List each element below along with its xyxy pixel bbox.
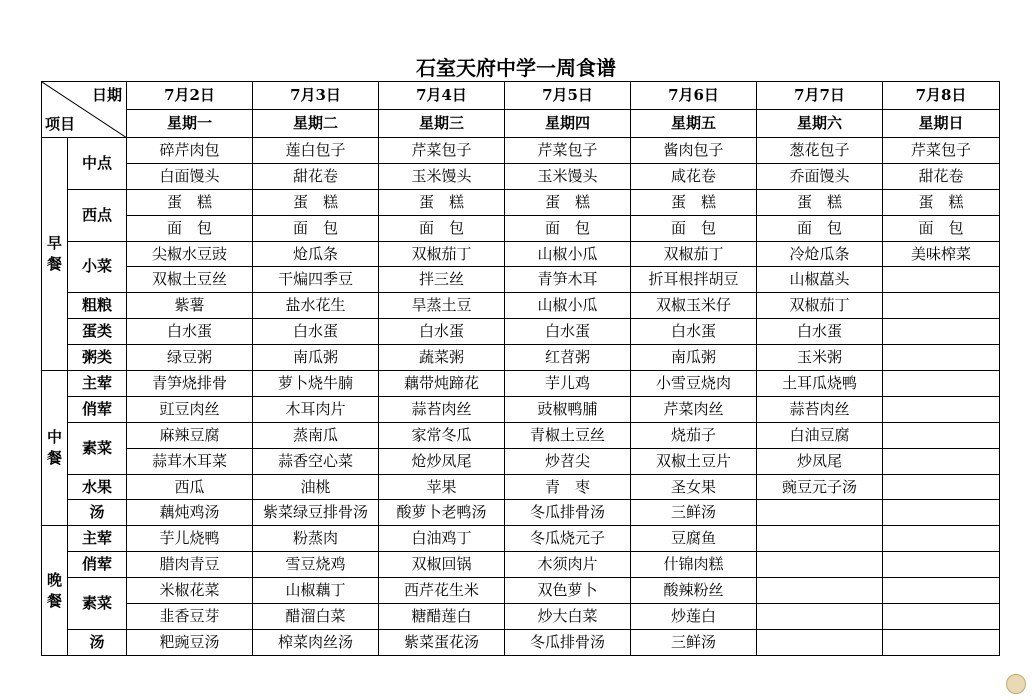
weekday-cell: 星期三 <box>379 110 505 138</box>
category-label: 蛋类 <box>68 319 127 345</box>
menu-row <box>42 241 1000 267</box>
dish-cell: 芋儿鸡 <box>505 371 631 397</box>
dish-cell <box>757 604 883 630</box>
dish-cell: 旱蒸土豆 <box>379 293 505 319</box>
dish-cell: 萝卜烧牛腩 <box>253 371 379 397</box>
dish-cell: 碎芹肉包 <box>127 138 253 164</box>
dish-cell: 苹果 <box>379 474 505 500</box>
dish-cell: 莲白包子 <box>253 138 379 164</box>
dish-cell <box>883 526 1000 552</box>
dish-cell: 腊肉青豆 <box>127 552 253 578</box>
menu-row <box>42 267 1000 293</box>
dish-cell: 雪豆烧鸡 <box>253 552 379 578</box>
menu-row <box>42 500 1000 526</box>
dish-cell: 炒大白菜 <box>505 604 631 630</box>
dish-cell: 蒜香空心菜 <box>253 448 379 474</box>
dish-cell: 山椒小瓜 <box>505 241 631 267</box>
dish-cell: 紫薯 <box>127 293 253 319</box>
dish-cell: 红苕粥 <box>505 345 631 371</box>
dish-cell: 蛋 糕 <box>883 189 1000 215</box>
date-cell: 7月5日 <box>505 82 631 110</box>
dish-cell: 粑豌豆汤 <box>127 629 253 655</box>
dish-cell: 蒸南瓜 <box>253 422 379 448</box>
dish-cell: 西芹花生米 <box>379 578 505 604</box>
dish-cell <box>757 500 883 526</box>
dish-cell: 面 包 <box>883 215 1000 241</box>
dish-cell: 豇豆肉丝 <box>127 396 253 422</box>
date-label: 日期 <box>91 86 122 104</box>
dish-cell: 什锦肉糕 <box>631 552 757 578</box>
dish-cell: 面 包 <box>631 215 757 241</box>
menu-table <box>41 81 1000 656</box>
dish-cell: 韭香豆芽 <box>127 604 253 630</box>
dish-cell: 酱肉包子 <box>631 138 757 164</box>
dish-cell: 烧茄子 <box>631 422 757 448</box>
meal-label: 早餐 <box>42 138 68 371</box>
dish-cell: 尖椒水豆豉 <box>127 241 253 267</box>
menu-row <box>42 163 1000 189</box>
dish-cell <box>757 629 883 655</box>
dish-cell: 木耳肉片 <box>253 396 379 422</box>
dish-cell: 蛋 糕 <box>379 189 505 215</box>
dish-cell <box>883 500 1000 526</box>
dish-cell <box>883 293 1000 319</box>
date-cell: 7月8日 <box>883 82 1000 110</box>
dish-cell <box>883 267 1000 293</box>
weekday-cell: 星期一 <box>127 110 253 138</box>
dish-cell: 双椒回锅 <box>379 552 505 578</box>
dish-cell <box>883 396 1000 422</box>
dish-cell: 干煸四季豆 <box>253 267 379 293</box>
dish-cell: 玉米粥 <box>757 345 883 371</box>
menu-row <box>42 474 1000 500</box>
dish-cell: 青笋木耳 <box>505 267 631 293</box>
dish-cell: 山椒藕丁 <box>253 578 379 604</box>
dish-cell: 双椒茄丁 <box>631 241 757 267</box>
dish-cell <box>883 371 1000 397</box>
dish-cell: 糖醋莲白 <box>379 604 505 630</box>
dish-cell: 蒜苔肉丝 <box>379 396 505 422</box>
dish-cell: 藕带炖蹄花 <box>379 371 505 397</box>
date-cell: 7月2日 <box>127 82 253 110</box>
dish-cell <box>883 578 1000 604</box>
weekday-cell: 星期日 <box>883 110 1000 138</box>
page-title: 石室天府中学一周食谱 <box>416 56 616 80</box>
dish-cell: 三鲜汤 <box>631 629 757 655</box>
dish-cell: 土耳瓜烧鸭 <box>757 371 883 397</box>
dish-cell: 西瓜 <box>127 474 253 500</box>
dish-cell: 青笋烧排骨 <box>127 371 253 397</box>
menu-row <box>42 552 1000 578</box>
dish-cell: 冬瓜排骨汤 <box>505 629 631 655</box>
dish-cell: 咸花卷 <box>631 163 757 189</box>
item-label: 项目 <box>45 115 76 133</box>
dish-cell: 葱花包子 <box>757 138 883 164</box>
dish-cell: 冬瓜排骨汤 <box>505 500 631 526</box>
dish-cell: 米椒花菜 <box>127 578 253 604</box>
dish-cell: 家常冬瓜 <box>379 422 505 448</box>
menu-row <box>42 189 1000 215</box>
dish-cell: 折耳根拌胡豆 <box>631 267 757 293</box>
dish-cell: 白油鸡丁 <box>379 526 505 552</box>
weekday-row <box>42 110 1000 138</box>
category-label: 水果 <box>68 474 127 500</box>
date-cell: 7月6日 <box>631 82 757 110</box>
dish-cell: 白面馒头 <box>127 163 253 189</box>
dish-cell: 面 包 <box>127 215 253 241</box>
dish-cell: 双椒茄丁 <box>757 293 883 319</box>
dish-cell: 南瓜粥 <box>631 345 757 371</box>
dish-cell <box>883 319 1000 345</box>
dish-cell: 白水蛋 <box>757 319 883 345</box>
dish-cell: 白水蛋 <box>379 319 505 345</box>
dish-cell: 豌豆元子汤 <box>757 474 883 500</box>
watermark-seal-icon <box>1006 674 1026 694</box>
menu-row <box>42 448 1000 474</box>
menu-row <box>42 396 1000 422</box>
dish-cell: 炒苕尖 <box>505 448 631 474</box>
dish-cell: 豆腐鱼 <box>631 526 757 552</box>
dish-cell: 芹菜包子 <box>883 138 1000 164</box>
dish-cell: 芹菜包子 <box>379 138 505 164</box>
date-cell: 7月4日 <box>379 82 505 110</box>
meal-label: 中餐 <box>42 371 68 526</box>
category-label: 主荤 <box>68 371 127 397</box>
dish-cell: 醋溜白菜 <box>253 604 379 630</box>
menu-row <box>42 422 1000 448</box>
dish-cell: 酸萝卜老鸭汤 <box>379 500 505 526</box>
dish-cell: 芋儿烧鸭 <box>127 526 253 552</box>
dish-cell: 酸辣粉丝 <box>631 578 757 604</box>
dish-cell <box>883 552 1000 578</box>
dish-cell: 麻辣豆腐 <box>127 422 253 448</box>
dish-cell <box>883 629 1000 655</box>
dish-cell: 冬瓜烧元子 <box>505 526 631 552</box>
dish-cell: 炝炒凤尾 <box>379 448 505 474</box>
dish-cell: 蛋 糕 <box>127 189 253 215</box>
dish-cell: 盐水花生 <box>253 293 379 319</box>
date-cell: 7月7日 <box>757 82 883 110</box>
dish-cell: 双色萝卜 <box>505 578 631 604</box>
dish-cell <box>757 526 883 552</box>
weekday-cell: 星期六 <box>757 110 883 138</box>
dish-cell: 乔面馒头 <box>757 163 883 189</box>
category-label: 俏荤 <box>68 396 127 422</box>
dish-cell: 绿豆粥 <box>127 345 253 371</box>
dish-cell: 紫菜绿豆排骨汤 <box>253 500 379 526</box>
category-label: 粥类 <box>68 345 127 371</box>
dish-cell: 拌三丝 <box>379 267 505 293</box>
category-label: 中点 <box>68 138 127 190</box>
dish-cell: 炒莲白 <box>631 604 757 630</box>
dish-cell: 青椒土豆丝 <box>505 422 631 448</box>
dish-cell: 玉米馒头 <box>379 163 505 189</box>
meal-label: 晚餐 <box>42 526 68 655</box>
menu-row <box>42 319 1000 345</box>
category-label: 粗粮 <box>68 293 127 319</box>
dish-cell: 甜花卷 <box>883 163 1000 189</box>
dish-cell: 豉椒鸭脯 <box>505 396 631 422</box>
dish-cell: 双椒土豆丝 <box>127 267 253 293</box>
menu-row <box>42 629 1000 655</box>
dish-cell: 白水蛋 <box>253 319 379 345</box>
dish-cell: 双椒土豆片 <box>631 448 757 474</box>
menu-row <box>42 578 1000 604</box>
dish-cell: 圣女果 <box>631 474 757 500</box>
category-label: 西点 <box>68 189 127 241</box>
category-label: 小菜 <box>68 241 127 293</box>
dish-cell: 蒜茸木耳菜 <box>127 448 253 474</box>
dish-cell: 紫菜蛋花汤 <box>379 629 505 655</box>
dish-cell: 蛋 糕 <box>757 189 883 215</box>
category-label: 素菜 <box>68 578 127 630</box>
dish-cell: 白水蛋 <box>631 319 757 345</box>
dish-cell: 面 包 <box>379 215 505 241</box>
corner-header-cell <box>42 82 127 138</box>
dish-cell: 三鲜汤 <box>631 500 757 526</box>
dish-cell <box>883 604 1000 630</box>
dish-cell: 粉蒸肉 <box>253 526 379 552</box>
category-label: 汤 <box>68 500 127 526</box>
dish-cell: 双椒茄丁 <box>379 241 505 267</box>
dish-cell: 小雪豆烧肉 <box>631 371 757 397</box>
dish-cell: 白水蛋 <box>127 319 253 345</box>
dish-cell: 双椒玉米仔 <box>631 293 757 319</box>
dish-cell <box>757 578 883 604</box>
date-row <box>42 82 1000 110</box>
category-label: 主荤 <box>68 526 127 552</box>
category-label: 俏荤 <box>68 552 127 578</box>
dish-cell: 南瓜粥 <box>253 345 379 371</box>
dish-cell: 青 枣 <box>505 474 631 500</box>
dish-cell: 玉米馒头 <box>505 163 631 189</box>
menu-row <box>42 526 1000 552</box>
dish-cell: 榨菜肉丝汤 <box>253 629 379 655</box>
dish-cell: 炝瓜条 <box>253 241 379 267</box>
dish-cell <box>883 474 1000 500</box>
dish-cell: 冷炝瓜条 <box>757 241 883 267</box>
dish-cell: 木须肉片 <box>505 552 631 578</box>
dish-cell <box>883 448 1000 474</box>
menu-row <box>42 604 1000 630</box>
dish-cell <box>883 422 1000 448</box>
dish-cell: 山椒小瓜 <box>505 293 631 319</box>
menu-row <box>42 293 1000 319</box>
category-label: 汤 <box>68 629 127 655</box>
dish-cell <box>883 345 1000 371</box>
dish-cell: 甜花卷 <box>253 163 379 189</box>
dish-cell: 芹菜肉丝 <box>631 396 757 422</box>
category-label: 素菜 <box>68 422 127 474</box>
menu-row <box>42 371 1000 397</box>
dish-cell: 白油豆腐 <box>757 422 883 448</box>
dish-cell: 蛋 糕 <box>631 189 757 215</box>
weekday-cell: 星期五 <box>631 110 757 138</box>
menu-row <box>42 345 1000 371</box>
dish-cell: 蛋 糕 <box>253 189 379 215</box>
date-cell: 7月3日 <box>253 82 379 110</box>
weekday-cell: 星期二 <box>253 110 379 138</box>
weekday-cell: 星期四 <box>505 110 631 138</box>
dish-cell: 藕炖鸡汤 <box>127 500 253 526</box>
dish-cell: 蔬菜粥 <box>379 345 505 371</box>
dish-cell: 面 包 <box>253 215 379 241</box>
dish-cell: 油桃 <box>253 474 379 500</box>
dish-cell: 面 包 <box>505 215 631 241</box>
dish-cell: 面 包 <box>757 215 883 241</box>
dish-cell: 芹菜包子 <box>505 138 631 164</box>
dish-cell: 白水蛋 <box>505 319 631 345</box>
dish-cell: 蛋 糕 <box>505 189 631 215</box>
dish-cell <box>757 552 883 578</box>
dish-cell: 炒凤尾 <box>757 448 883 474</box>
dish-cell: 蒜苔肉丝 <box>757 396 883 422</box>
dish-cell: 美味榨菜 <box>883 241 1000 267</box>
menu-row <box>42 138 1000 164</box>
dish-cell: 山椒藠头 <box>757 267 883 293</box>
menu-row <box>42 215 1000 241</box>
